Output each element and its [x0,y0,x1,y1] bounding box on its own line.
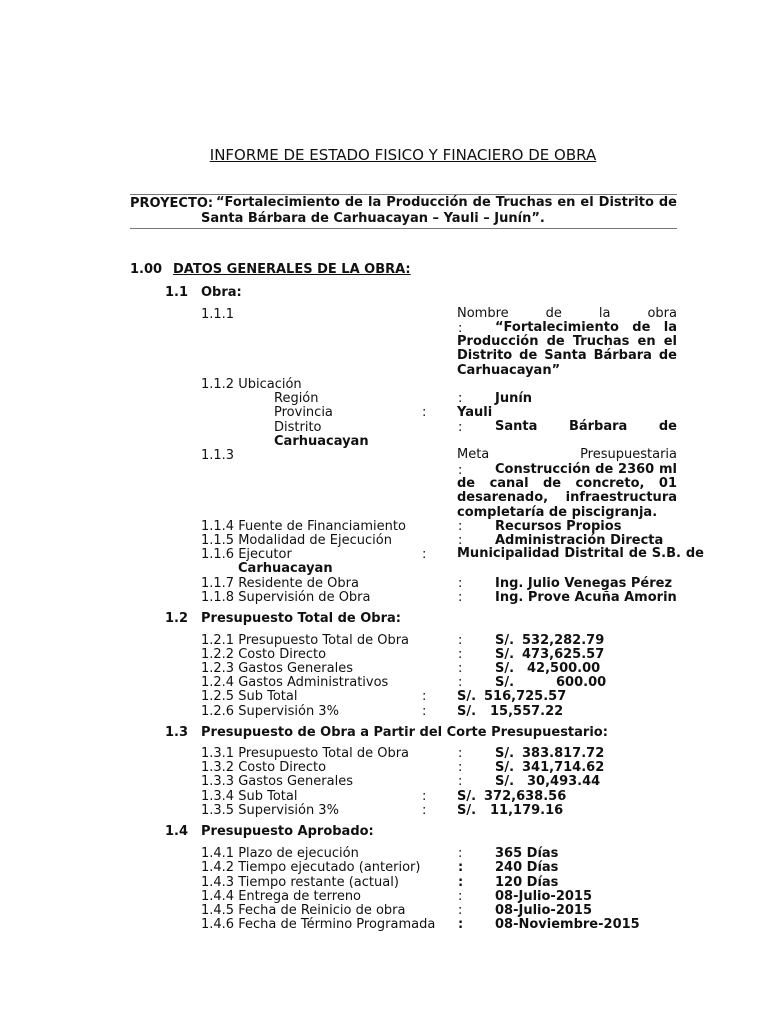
item-value: Recursos Propios [495,519,622,534]
project-name-line2: Santa Bárbara de Carhuacayan – Yauli – Junín”. [201,211,545,226]
amount: 600.00 [556,675,607,690]
item-value: Carhuacayan” [457,363,561,378]
item-label: 1.2.2 Costo Directo [201,647,327,662]
currency: S/. [495,647,515,662]
item-value: Carhuacayan [274,434,369,449]
currency: S/. [457,789,477,804]
item-label: 1.1.4 Fuente de Financiamiento [201,519,406,534]
item-value: 365 Días [495,846,559,861]
item-label: 1.4.2 Tiempo ejecutado (anterior) [201,860,421,875]
item-label: 1.2.1 Presupuesto Total de Obra [201,633,410,648]
item-label: 1.1.2 Ubicación [201,377,302,392]
colon: : [458,889,463,904]
item-label: 1.3.1 Presupuesto Total de Obra [201,746,410,761]
item-value: Carhuacayan [238,561,333,576]
item-label: 1.1.5 Modalidad de Ejecución [201,533,392,548]
item-label: Nombre de la obra [457,306,677,321]
amount: 15,557.22 [490,704,564,719]
item-number: 1.1.3 [201,448,235,463]
colon: : [458,846,463,861]
colon: : [458,463,463,478]
item-label: 1.4.5 Fecha de Reinicio de obra [201,903,406,918]
colon: : [458,576,463,591]
document-title: INFORME DE ESTADO FISICO Y FINACIERO DE OBRA [209,146,597,164]
item-label: Provincia [274,405,333,420]
item-label: 1.3.2 Costo Directo [201,760,327,775]
item-value: 08-Noviembre-2015 [495,917,640,932]
item-value: Junín [495,391,533,406]
item-label: 1.3.3 Gastos Generales [201,774,353,789]
item-label: 1.4.6 Fecha de Término Programada [201,917,436,932]
project-label: PROYECTO: [130,196,214,211]
currency: S/. [495,633,515,648]
currency: S/. [457,689,477,704]
item-label: 1.2.6 Supervisión 3% [201,704,339,719]
item-label: 1.4.3 Tiempo restante (actual) [201,875,399,890]
colon: : [422,689,427,704]
item-value: Distrito de Santa Bárbara de [457,348,677,363]
colon: : [458,860,464,875]
subsection-number: 1.4 [165,824,189,839]
colon: : [422,789,427,804]
section-number: 1.00 [130,262,163,277]
item-label: Distrito [274,420,322,435]
item-value: completaría de piscigranja. [457,505,658,520]
currency: S/. [495,675,515,690]
item-value: Construcción de 2360 ml [495,462,677,477]
subsection-title: Presupuesto Total de Obra: [201,611,401,626]
item-label: Meta Presupuestaria [457,447,677,462]
item-label: 1.2.5 Sub Total [201,689,298,704]
section-title: DATOS GENERALES DE LA OBRA: [173,262,411,277]
subsection-number: 1.1 [165,285,189,300]
currency: S/. [495,661,515,676]
item-value: Municipalidad Distrital de S.B. de [457,546,704,561]
colon: : [458,675,463,690]
amount: 341,714.62 [522,760,605,775]
subsection-title: Presupuesto Aprobado: [201,824,374,839]
colon: : [458,661,463,676]
colon: : [458,420,463,435]
amount: 383.817.72 [522,746,605,761]
item-value: 08-Julio-2015 [495,903,592,918]
currency: S/. [457,704,477,719]
amount: 11,179.16 [490,803,564,818]
colon: : [422,405,427,420]
colon: : [458,760,463,775]
item-value: “Fortalecimiento de la [495,320,677,335]
amount: 532,282.79 [522,633,605,648]
item-label: 1.1.8 Supervisión de Obra [201,590,371,605]
amount: 473,625.57 [522,647,605,662]
currency: S/. [495,746,515,761]
amount: 372,638.56 [484,789,567,804]
currency: S/. [495,760,515,775]
colon: : [458,590,463,605]
amount: 30,493.44 [527,774,601,789]
currency: S/. [495,774,515,789]
item-label: 1.1.7 Residente de Obra [201,576,359,591]
item-label: 1.3.5 Supervisión 3% [201,803,339,818]
subsection-title: Presupuesto de Obra a Partir del Corte Presupuestario: [201,725,608,740]
colon: : [458,746,463,761]
item-value: 240 Días [495,860,559,875]
colon: : [458,774,463,789]
amount: 516,725.57 [484,689,567,704]
colon: : [458,321,463,336]
item-value: Santa Bárbara de [495,419,677,434]
colon: : [458,917,464,932]
colon: : [458,875,464,890]
colon: : [458,633,463,648]
subsection-number: 1.3 [165,725,189,740]
item-number: 1.1.1 [201,307,235,322]
currency: S/. [457,803,477,818]
item-value: Producción de Truchas en el [457,334,677,349]
colon: : [458,533,463,548]
amount: 42,500.00 [527,661,601,676]
item-value: Administración Directa [495,533,664,548]
item-value: desarenado, infraestructura [457,490,677,505]
colon: : [422,803,427,818]
colon: : [458,647,463,662]
bottom-rule [130,228,677,229]
project-name-line1: “Fortalecimiento de la Producción de Truchas en el Distrito de [216,195,677,210]
item-label: 1.3.4 Sub Total [201,789,298,804]
colon: : [422,704,427,719]
item-value: Ing. Prove Acuña Amorin [495,590,677,605]
colon: : [458,391,463,406]
item-value: Yauli [457,405,493,420]
item-label: 1.4.1 Plazo de ejecución [201,846,359,861]
item-label: 1.2.3 Gastos Generales [201,661,353,676]
colon: : [458,903,463,918]
colon: : [422,547,427,562]
item-value: de canal de concreto, 01 [457,476,677,491]
subsection-number: 1.2 [165,611,189,626]
item-label: Región [274,391,319,406]
colon: : [458,519,463,534]
subsection-title: Obra: [201,285,242,300]
item-label: 1.2.4 Gastos Administrativos [201,675,389,690]
item-label: 1.1.6 Ejecutor [201,547,292,562]
item-value: 08-Julio-2015 [495,889,592,904]
item-label: 1.4.4 Entrega de terreno [201,889,362,904]
item-value: 120 Días [495,875,559,890]
item-value: Ing. Julio Venegas Pérez [495,576,673,591]
